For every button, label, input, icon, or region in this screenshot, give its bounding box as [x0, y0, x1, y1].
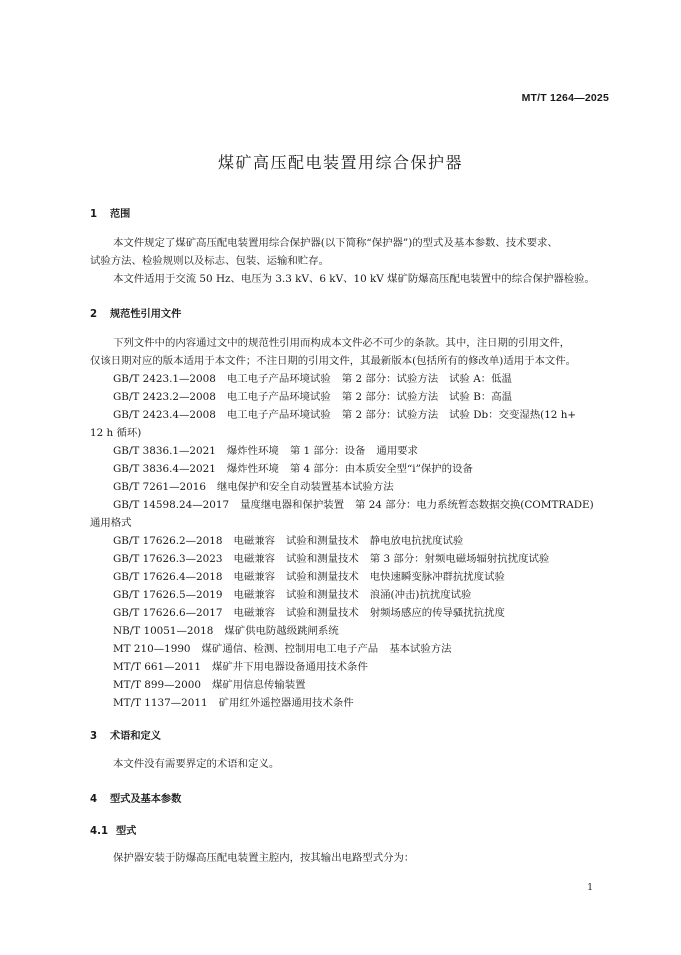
reference-code: GB/T 17626.5—2019	[113, 589, 223, 601]
reference-code: GB/T 2423.1—2008	[113, 373, 216, 385]
reference-entry	[113, 552, 549, 566]
reference-code: GB/T 3836.4—2021	[113, 463, 216, 475]
reference-entry	[113, 480, 405, 494]
reference-code: GB/T 17626.3—2023	[113, 553, 223, 565]
reference-entry	[113, 372, 512, 386]
reference-code: GB/T 17626.2—2018	[113, 535, 223, 547]
reference-code: GB/T 7261—2016	[113, 481, 206, 493]
reference-title-part: 矿用红外遥控器通用技术条件	[218, 697, 354, 709]
reference-code: GB/T 3836.1—2021	[113, 445, 216, 457]
reference-title-part: 电磁兼容	[233, 607, 276, 619]
section-number: 4.1	[90, 826, 109, 837]
reference-entry	[113, 462, 484, 476]
reference-title-part: 第 2 部分：试验方法	[341, 391, 439, 403]
reference-title-part: 爆炸性环境	[226, 445, 279, 457]
reference-title-part: 试验和测量技术	[286, 571, 359, 583]
paragraph-line: 保护器安装于防爆高压配电装置主腔内，按其输出电路型式分为：	[113, 852, 415, 864]
reference-entry	[113, 606, 505, 620]
reference-title-part: 煤矿供电防越级跳闸系统	[224, 625, 339, 637]
paragraph-line: 本文件规定了煤矿高压配电装置用综合保护器(以下简称“保护器”)的型式及基本参数、技术要求、	[113, 237, 558, 249]
paragraph-line: 本文件适用于交流 50 Hz、电压为 3.3 kV、6 kV、10 kV 煤矿防爆高压配电装置中的综合保护器检验。	[113, 273, 595, 285]
section-number: 3	[90, 731, 98, 742]
reference-entry	[113, 696, 365, 710]
reference-entry	[113, 390, 512, 404]
reference-code: GB/T 17626.6—2017	[113, 607, 223, 619]
section-title: 范围	[110, 209, 131, 220]
reference-title-part: 继电保护和安全自动装置基本试验方法	[216, 481, 394, 493]
section-number: 2	[90, 309, 98, 320]
subsection-heading-type	[90, 822, 136, 837]
paragraph-line: 下列文件中的内容通过文中的规范性引用而构成本文件必不可少的条款。其中，注日期的引用文件，	[113, 337, 571, 349]
paragraph-line: 仅该日期对应的版本适用于本文件；不注日期的引用文件，其最新版本(包括所有的修改单)适用于本文件。	[90, 355, 577, 367]
reference-entry	[113, 660, 379, 674]
reference-title-part: 浪涌(冲击)抗扰度试验	[369, 589, 472, 601]
reference-title-part: 第 2 部分：试验方法	[341, 373, 439, 385]
standard-number: MT/T 1264—2025	[521, 92, 609, 104]
section-heading-types	[90, 790, 181, 805]
section-title: 规范性引用文件	[110, 309, 182, 320]
reference-code: NB/T 10051—2018	[113, 625, 214, 637]
reference-entry	[113, 678, 317, 692]
reference-entry	[113, 408, 576, 422]
paragraph-line: 试验方法、检验规则以及标志、包装、运输和贮存。	[90, 255, 329, 267]
reference-title-part: 第 4 部分：由本质安全型“i”保护的设备	[289, 463, 473, 475]
paragraph-line: 本文件没有需要界定的术语和定义。	[113, 758, 280, 770]
reference-continuation: 12 h 循环)	[90, 427, 142, 439]
reference-code: MT/T 661—2011	[113, 661, 201, 673]
reference-title-part: 电工电子产品环境试验	[226, 409, 331, 421]
reference-entry	[113, 588, 471, 602]
reference-title-part: 电磁兼容	[233, 589, 276, 601]
reference-title-part: 第 24 部分：电力系统暂态数据交换(COMTRADE)	[355, 499, 594, 511]
reference-title-part: 试验和测量技术	[286, 607, 359, 619]
reference-title-part: 试验 Db：交变湿热(12 h+	[449, 409, 577, 421]
reference-title-part: 电磁兼容	[233, 535, 276, 547]
section-title: 术语和定义	[110, 731, 161, 742]
reference-title-part: 静电放电抗扰度试验	[369, 535, 464, 547]
section-title: 型式	[116, 826, 137, 837]
section-heading-normative-references	[90, 305, 181, 320]
reference-title-part: 第 1 部分：设备	[289, 445, 366, 457]
reference-title-part: 试验和测量技术	[286, 535, 359, 547]
reference-title-part: 射频场感应的传导骚扰抗扰度	[369, 607, 505, 619]
reference-title-part: 试验和测量技术	[286, 589, 359, 601]
section-number: 1	[90, 209, 98, 220]
reference-title-part: 电磁兼容	[233, 553, 276, 565]
reference-title-part: 第 3 部分：射频电磁场辐射抗扰度试验	[369, 553, 550, 565]
reference-continuation: 通用格式	[90, 517, 132, 529]
reference-entry	[113, 642, 463, 656]
section-title: 型式及基本参数	[110, 794, 182, 805]
reference-entry	[113, 498, 605, 512]
document-title: 煤矿高压配电装置用综合保护器	[217, 153, 463, 172]
reference-title-part: 试验和测量技术	[286, 553, 359, 565]
section-number: 4	[90, 794, 98, 805]
section-heading-terms	[90, 727, 161, 742]
reference-code: MT 210—1990	[113, 643, 191, 655]
reference-code: GB/T 2423.2—2008	[113, 391, 216, 403]
reference-title-part: 试验 A：低温	[449, 373, 512, 385]
reference-title-part: 第 2 部分：试验方法	[341, 409, 439, 421]
reference-title-part: 电工电子产品环境试验	[226, 391, 331, 403]
reference-entry	[113, 534, 463, 548]
reference-title-part: 电快速瞬变脉冲群抗扰度试验	[369, 571, 505, 583]
reference-title-part: 煤矿用信息传输装置	[211, 679, 306, 691]
reference-title-part: 电工电子产品环境试验	[226, 373, 331, 385]
reference-title-part: 电磁兼容	[233, 571, 276, 583]
reference-entry	[113, 570, 505, 584]
reference-code: GB/T 2423.4—2008	[113, 409, 216, 421]
reference-code: GB/T 17626.4—2018	[113, 571, 223, 583]
reference-title-part: 爆炸性环境	[226, 463, 279, 475]
reference-title-part: 试验 B：高温	[449, 391, 513, 403]
page-number: 1	[587, 883, 593, 893]
reference-title-part: 通用要求	[376, 445, 418, 457]
reference-code: GB/T 14598.24—2017	[113, 499, 230, 511]
section-heading-scope	[90, 205, 130, 220]
reference-entry	[113, 624, 350, 638]
reference-code: MT/T 1137—2011	[113, 697, 208, 709]
reference-title-part: 煤矿井下用电器设备通用技术条件	[211, 661, 368, 673]
reference-title-part: 基本试验方法	[389, 643, 452, 655]
reference-entry	[113, 444, 418, 458]
reference-code: MT/T 899—2000	[113, 679, 201, 691]
reference-title-part: 煤矿通信、检测、控制用电工电子产品	[201, 643, 379, 655]
reference-title-part: 量度继电器和保护装置	[240, 499, 344, 511]
